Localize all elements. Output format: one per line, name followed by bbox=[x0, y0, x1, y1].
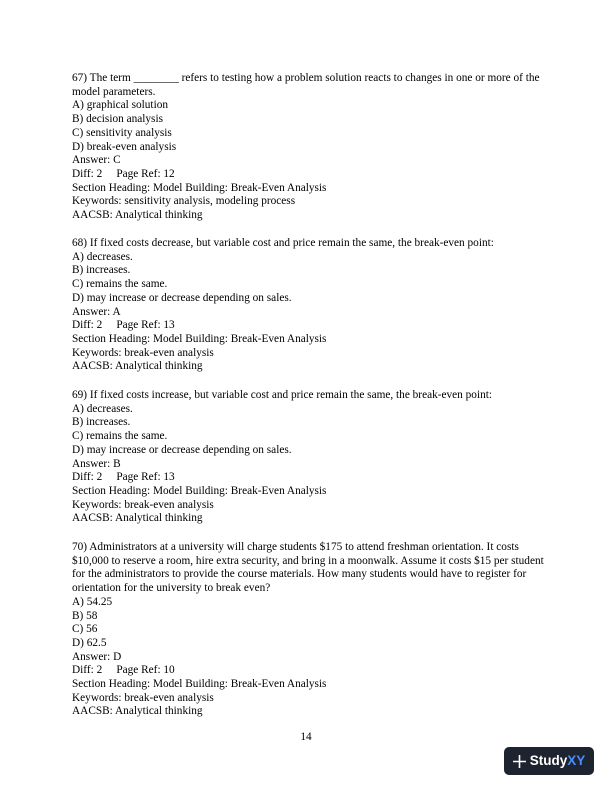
keywords: Keywords: break-even analysis bbox=[72, 691, 214, 704]
option-b: B) 58 bbox=[72, 609, 98, 622]
option-c: C) remains the same. bbox=[72, 278, 168, 291]
watermark-brand-main: Study bbox=[529, 753, 568, 769]
option-d: D) may increase or decrease depending on sales. bbox=[72, 291, 292, 304]
aacsb: AACSB: Analytical thinking bbox=[72, 705, 203, 718]
section-heading: Section Heading: Model Building: Break-Even Analysis bbox=[72, 332, 327, 345]
answer: Answer: C bbox=[72, 154, 121, 167]
keywords: Keywords: break-even analysis bbox=[72, 346, 214, 359]
keywords: Keywords: sensitivity analysis, modeling process bbox=[72, 195, 296, 208]
aacsb: AACSB: Analytical thinking bbox=[72, 360, 203, 373]
aacsb: AACSB: Analytical thinking bbox=[72, 209, 203, 222]
answer: Answer: A bbox=[72, 305, 121, 318]
section-heading: Section Heading: Model Building: Break-Even Analysis bbox=[72, 181, 327, 194]
keywords: Keywords: break-even analysis bbox=[72, 498, 214, 511]
question-70 bbox=[72, 541, 544, 719]
option-b: B) decision analysis bbox=[72, 113, 163, 126]
plus-icon bbox=[513, 755, 526, 768]
option-b: B) increases. bbox=[72, 416, 131, 429]
watermark-brand bbox=[530, 754, 586, 768]
question-67 bbox=[72, 72, 544, 223]
option-a: A) graphical solution bbox=[72, 99, 169, 112]
option-d: D) may increase or decrease depending on sales. bbox=[72, 443, 292, 456]
option-b: B) increases. bbox=[72, 264, 131, 277]
option-c: C) remains the same. bbox=[72, 430, 168, 443]
option-c: C) sensitivity analysis bbox=[72, 126, 172, 139]
option-c: C) 56 bbox=[72, 623, 98, 636]
answer: Answer: D bbox=[72, 650, 122, 663]
watermark-brand-accent: XY bbox=[567, 753, 586, 769]
difficulty-page-ref: Diff: 2 Page Ref: 10 bbox=[72, 664, 175, 677]
question-stem: 68) If fixed costs decrease, but variable cost and price remain the same, the break-even point: bbox=[72, 237, 494, 249]
option-d: D) break-even analysis bbox=[72, 140, 177, 153]
difficulty-page-ref: Diff: 2 Page Ref: 13 bbox=[72, 319, 175, 332]
aacsb: AACSB: Analytical thinking bbox=[72, 512, 203, 525]
option-d: D) 62.5 bbox=[72, 636, 107, 649]
question-stem: 67) The term ________ refers to testing how a problem solution reacts to changes in one or more of the model parameters. bbox=[72, 72, 540, 98]
section-heading: Section Heading: Model Building: Break-Even Analysis bbox=[72, 484, 327, 497]
answer: Answer: B bbox=[72, 457, 121, 470]
option-a: A) decreases. bbox=[72, 250, 133, 263]
question-68 bbox=[72, 237, 544, 374]
page-number: 14 bbox=[300, 731, 312, 743]
difficulty-page-ref: Diff: 2 Page Ref: 12 bbox=[72, 167, 175, 180]
difficulty-page-ref: Diff: 2 Page Ref: 13 bbox=[72, 471, 175, 484]
studyxy-watermark[interactable] bbox=[504, 747, 594, 775]
question-stem: 69) If fixed costs increase, but variable cost and price remain the same, the break-even point: bbox=[72, 389, 493, 401]
option-a: A) decreases. bbox=[72, 402, 133, 415]
question-69 bbox=[72, 389, 544, 526]
option-a: A) 54.25 bbox=[72, 595, 113, 608]
question-stem: 70) Administrators at a university will charge students $175 to attend freshman orientation. It costs $10,000 to reserve a room, hire extra security, and bring in a moonwalk. Assume it costs $15 per student for the administrators to provide the course materials. How many students would have to register for orientation for the university to break even? bbox=[72, 541, 544, 595]
section-heading: Section Heading: Model Building: Break-Even Analysis bbox=[72, 678, 327, 691]
